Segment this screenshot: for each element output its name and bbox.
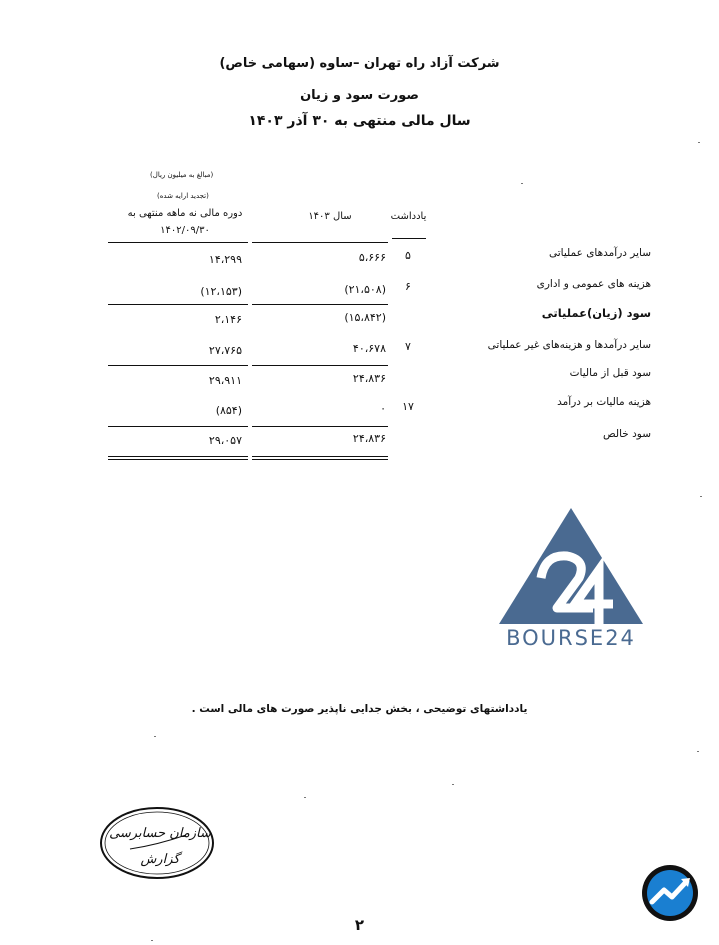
header-rule-notes bbox=[392, 238, 426, 239]
scan-speck bbox=[151, 940, 153, 941]
stamp-line-2: گزارش bbox=[140, 852, 180, 867]
row-prev-value: ۱۴،۲۹۹ bbox=[208, 253, 242, 266]
restated-note: (تجدید ارایه شده) bbox=[157, 192, 209, 200]
trend-arrow-icon bbox=[641, 864, 699, 922]
row-label-income-tax: هزینه مالیات بر درآمد bbox=[557, 396, 651, 408]
footer-note: یادداشتهای توضیحی ، بخش جدایی ناپذیر صورت های مالی است . bbox=[191, 703, 528, 715]
row-current-value: ۴۰،۶۷۸ bbox=[352, 342, 386, 355]
period-title: سال مالی منتهی به ۳۰ آذر ۱۴۰۳ bbox=[248, 113, 471, 129]
row-label-net-profit: سود خالص bbox=[603, 428, 651, 440]
audit-stamp-icon bbox=[98, 805, 216, 881]
row-prev-value: ۲،۱۴۶ bbox=[214, 313, 242, 326]
scan-speck bbox=[304, 797, 306, 798]
row-current-value: ۲۴،۸۳۶ bbox=[352, 432, 386, 445]
amounts-note: (مبالغ به میلیون ریال) bbox=[150, 171, 214, 179]
row-prev-value: (۸۵۴) bbox=[215, 404, 242, 417]
row-label-operating-profit: سود (زیان)عملیاتی bbox=[541, 306, 651, 320]
row-label-profit-before-tax: سود قبل از مالیات bbox=[569, 367, 651, 379]
stamp-line-1: سازمان حسابرسی bbox=[109, 826, 211, 841]
scan-speck bbox=[697, 751, 699, 752]
scan-speck bbox=[452, 784, 454, 785]
row-note: ۶ bbox=[405, 280, 411, 293]
scan-speck bbox=[154, 736, 156, 737]
row-prev-value: ۲۷،۷۶۵ bbox=[208, 344, 242, 357]
subtotal-rule-prev bbox=[108, 426, 248, 427]
subtotal-rule-current bbox=[252, 365, 388, 366]
subtotal-rule-current bbox=[252, 304, 388, 305]
row-label-admin-expenses: هزینه های عمومی و اداری bbox=[536, 278, 651, 290]
header-rule-prev bbox=[108, 242, 248, 243]
row-note: ۱۷ bbox=[402, 400, 414, 413]
company-title: شرکت آزاد راه تهران –ساوه (سهامی خاص) bbox=[219, 56, 500, 71]
scan-speck bbox=[521, 183, 523, 184]
subtotal-rule-current bbox=[252, 426, 388, 427]
scan-speck bbox=[698, 142, 700, 143]
statement-title: صورت سود و زیان bbox=[300, 88, 419, 103]
row-current-value: ۵،۶۶۶ bbox=[358, 251, 386, 264]
row-label-non-operating: سایر درآمدها و هزینه‌های غیر عملیاتی bbox=[487, 339, 651, 351]
bourse24-logo-icon bbox=[497, 508, 645, 626]
row-prev-value: ۲۹،۰۵۷ bbox=[208, 434, 242, 447]
row-current-value: (۲۱،۵۰۸) bbox=[344, 283, 386, 296]
row-current-value: ۲۴،۸۳۶ bbox=[352, 372, 386, 385]
row-current-value: ۰ bbox=[380, 402, 386, 415]
total-double-rule-current bbox=[252, 456, 388, 460]
total-double-rule-prev bbox=[108, 456, 248, 460]
row-prev-value: (۱۲،۱۵۳) bbox=[200, 285, 242, 298]
col-current-header: سال ۱۴۰۳ bbox=[308, 211, 352, 222]
row-prev-value: ۲۹،۹۱۱ bbox=[208, 374, 242, 387]
col-notes-header: یادداشت bbox=[390, 211, 427, 222]
scan-speck bbox=[700, 496, 702, 497]
subtotal-rule-prev bbox=[108, 365, 248, 366]
bourse24-wordmark: BOURSE24 bbox=[506, 626, 636, 650]
row-note: ۷ bbox=[405, 340, 411, 353]
header-rule-current bbox=[252, 242, 388, 243]
row-current-value: (۱۵،۸۴۲) bbox=[344, 311, 386, 324]
row-label-other-operating-income: سایر درآمدهای عملیاتی bbox=[549, 247, 651, 259]
page-number: ۲ bbox=[354, 916, 365, 934]
subtotal-rule-prev bbox=[108, 304, 248, 305]
row-note: ۵ bbox=[405, 249, 411, 262]
col-prev-header-1: دوره مالی نه ماهه منتهی به bbox=[127, 208, 243, 219]
col-prev-header-2: ۱۴۰۲/۰۹/۳۰ bbox=[160, 225, 210, 236]
